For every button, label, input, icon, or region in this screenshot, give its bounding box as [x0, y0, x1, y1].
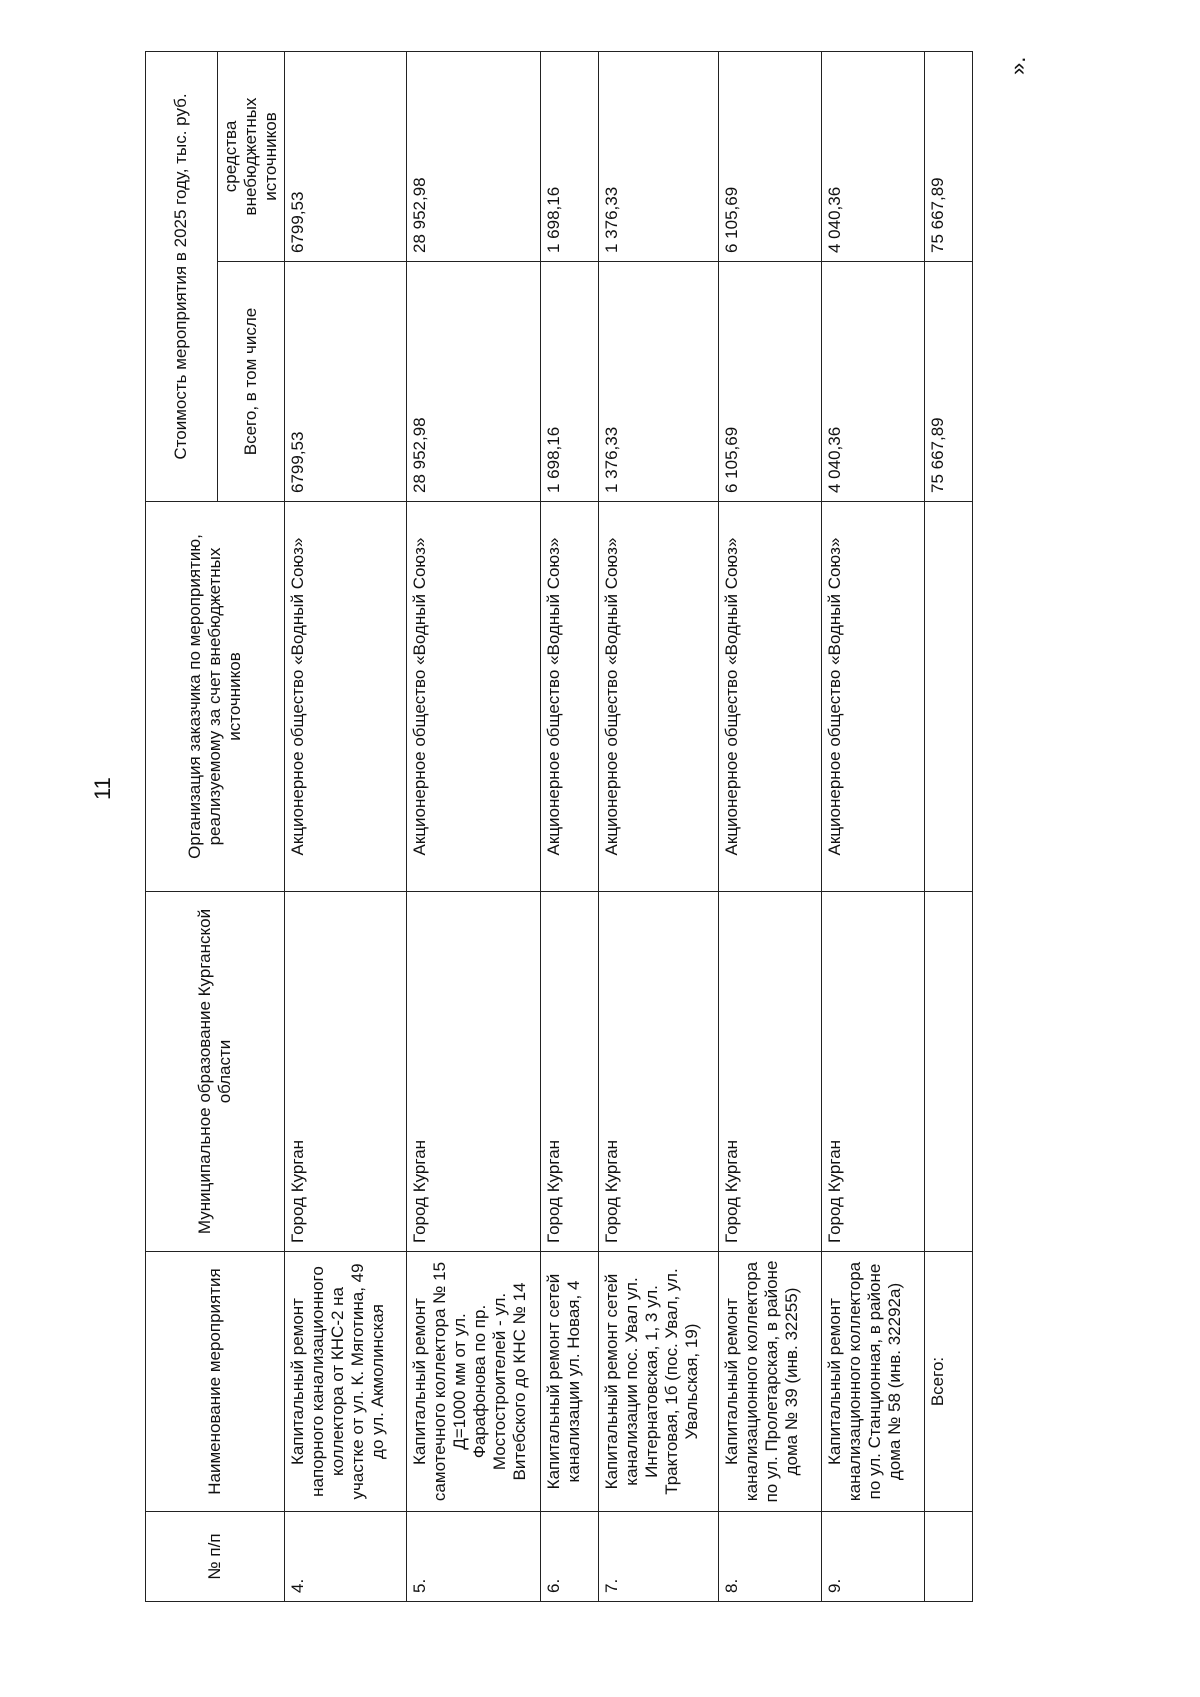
cell-offbudget: 4 040,36 [821, 51, 924, 261]
cell-num: 8. [718, 1512, 821, 1602]
cell-total: 1 376,33 [599, 262, 719, 502]
cell-organization: Акционерное общество «Водный Союз» [406, 502, 540, 892]
cell-municipality: Город Курган [599, 892, 719, 1252]
header-organization: Организация заказчика по мероприятию, реализуемому за счет внебюджетных источников [146, 502, 285, 892]
cell-total: 1 698,16 [540, 262, 599, 502]
cell-num: 4. [285, 1512, 407, 1602]
header-offbudget: средства внебюджетных источников [218, 51, 285, 261]
cell-name: Капитальный ремонт канализационного коллектора по ул. Пролетарская, в районе дома № 39 (инв. 32255) [718, 1252, 821, 1512]
cell-organization: Акционерное общество «Водный Союз» [285, 502, 407, 892]
header-name: Наименование мероприятия [146, 1252, 285, 1512]
page-number: 11 [90, 777, 115, 800]
document-table-container [145, 52, 973, 1602]
cell-num-empty [924, 1512, 972, 1602]
cell-municipality: Город Курган [406, 892, 540, 1252]
cell-municipality: Город Курган [718, 892, 821, 1252]
cell-name: Капитальный ремонт напорного канализационного коллектора от КНС-2 на участке от ул. К. Мяготина, 49 до ул. Акмолинская [285, 1252, 407, 1512]
cell-municipality: Город Курган [821, 892, 924, 1252]
cell-num: 9. [821, 1512, 924, 1602]
cell-organization: Акционерное общество «Водный Союз» [540, 502, 599, 892]
closing-quote-mark: ». [1005, 56, 1030, 75]
header-num: № п/п [146, 1512, 285, 1602]
cell-summary-offbudget: 75 667,89 [924, 51, 972, 261]
cell-num: 6. [540, 1512, 599, 1602]
cell-offbudget: 6 105,69 [718, 51, 821, 261]
cell-municipality: Город Курган [540, 892, 599, 1252]
table-row [285, 51, 407, 1601]
cell-name: Капитальный ремонт сетей канализации пос. Увал ул. Интернатовская, 1, 3 ул. Трактовая, 1б (пос. Увал, ул. Увальская, 19) [599, 1252, 719, 1512]
cell-name: Капитальный ремонт канализационного коллектора по ул. Станционная, в районе дома № 58 (инв. 32292а) [821, 1252, 924, 1512]
cell-total: 4 040,36 [821, 262, 924, 502]
table-row [821, 51, 924, 1601]
cell-organization: Акционерное общество «Водный Союз» [821, 502, 924, 892]
cell-total: 28 952,98 [406, 262, 540, 502]
cell-offbudget: 6799,53 [285, 51, 407, 261]
table-row-summary [924, 51, 972, 1601]
header-cost-group: Стоимость мероприятия в 2025 году, тыс. руб. [146, 51, 218, 501]
cell-num: 7. [599, 1512, 719, 1602]
cell-name: Капитальный ремонт сетей канализации ул. Новая, 4 [540, 1252, 599, 1512]
cell-municipality: Город Курган [285, 892, 407, 1252]
cell-municipality-empty [924, 892, 972, 1252]
cell-organization-empty [924, 502, 972, 892]
table-row [540, 51, 599, 1601]
measures-table [145, 51, 973, 1602]
cell-summary-label: Всего: [924, 1252, 972, 1512]
cell-num: 5. [406, 1512, 540, 1602]
header-municipality: Муниципальное образование Курганской области [146, 892, 285, 1252]
table-body [285, 51, 973, 1601]
cell-organization: Акционерное общество «Водный Союз» [718, 502, 821, 892]
cell-offbudget: 1 376,33 [599, 51, 719, 261]
cell-offbudget: 1 698,16 [540, 51, 599, 261]
table-row [718, 51, 821, 1601]
cell-total: 6 105,69 [718, 262, 821, 502]
cell-name: Капитальный ремонт самотечного коллектора № 15 Д=1000 мм от ул. Фарафонова по пр. Мостостроителей - ул. Витебского до КНС № 14 [406, 1252, 540, 1512]
cell-total: 6799,53 [285, 262, 407, 502]
cell-summary-total: 75 667,89 [924, 262, 972, 502]
header-total: Всего, в том числе [218, 262, 285, 502]
table-row [599, 51, 719, 1601]
cell-organization: Акционерное общество «Водный Союз» [599, 502, 719, 892]
table-row [406, 51, 540, 1601]
cell-offbudget: 28 952,98 [406, 51, 540, 261]
